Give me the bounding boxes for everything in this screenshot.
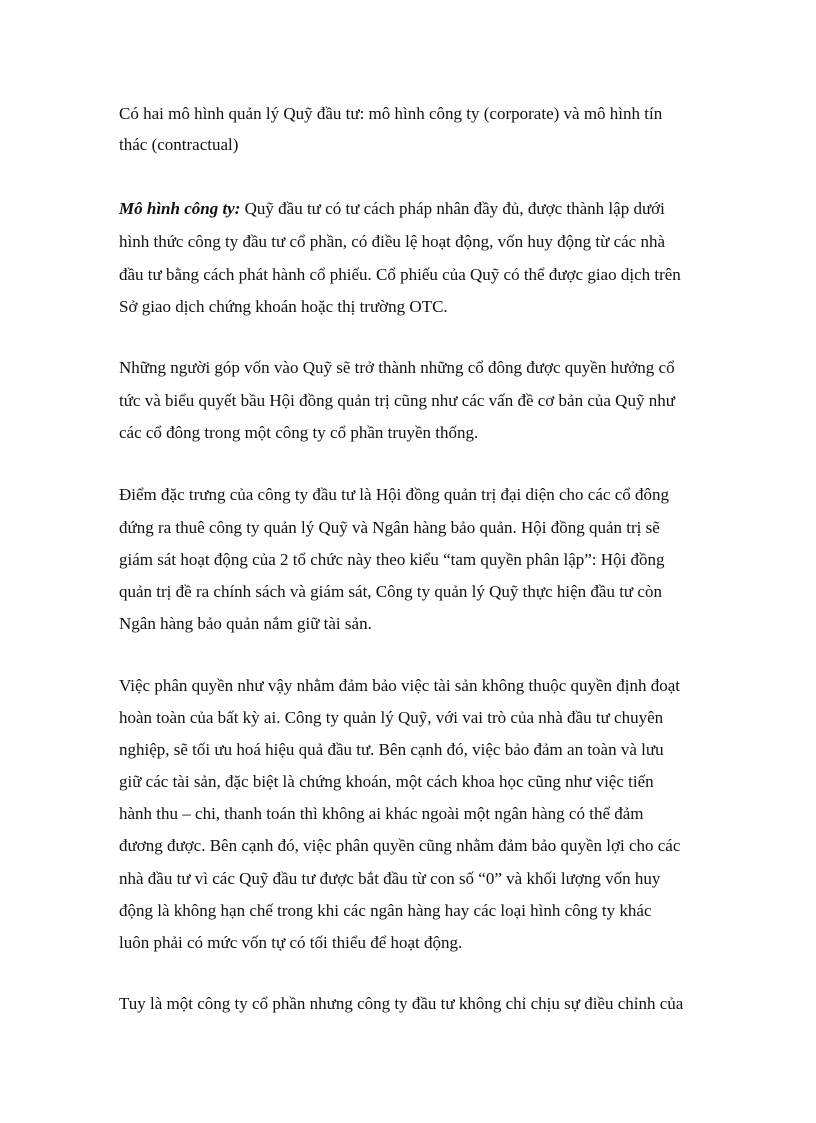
paragraph-line: hình thức công ty đầu tư cổ phần, có điều lệ hoạt động, vốn huy động từ các nhà [119,232,666,251]
paragraph-line: giám sát hoạt động của 2 tổ chức này theo kiểu “tam quyền phân lập”: Hội đồng [119,550,665,569]
paragraph-line: hoàn toàn của bất kỳ ai. Công ty quản lý Quỹ, với vai trò của nhà đầu tư chuyên [119,708,664,727]
paragraph-line: đứng ra thuê công ty quản lý Quỹ và Ngân hàng bảo quản. Hội đồng quản trị sẽ [119,518,660,537]
paragraph-line: Ngân hàng bảo quản nắm giữ tài sản. [119,614,372,633]
paragraph-line: nghiệp, sẽ tối ưu hoá hiệu quả đầu tư. Bên cạnh đó, việc bảo đảm an toàn và lưu [119,740,664,759]
paragraph-line: Có hai mô hình quản lý Quỹ đầu tư: mô hình công ty (corporate) và mô hình tín [119,104,663,123]
section-heading: Mô hình công ty: [119,199,241,218]
paragraph-line: Việc phân quyền như vậy nhằm đảm bảo việc tài sản không thuộc quyền định đoạt [119,676,681,695]
paragraph-line: Sở giao dịch chứng khoán hoặc thị trường OTC. [119,297,448,316]
paragraph-line: hành thu – chi, thanh toán thì không ai khác ngoài một ngân hàng có thể đảm [119,804,644,823]
paragraph-line: tức và biểu quyết bầu Hội đồng quản trị cũng như các vấn đề cơ bản của Quỹ như [119,391,675,410]
paragraph-line: luôn phải có mức vốn tự có tối thiểu để hoạt động. [119,933,463,952]
paragraph-text: Quỹ đầu tư có tư cách pháp nhân đầy đủ, được thành lập dưới [240,199,665,218]
paragraph-line: động là không hạn chế trong khi các ngân hàng hay các loại hình công ty khác [119,901,652,920]
paragraph-line: giữ các tài sản, đặc biệt là chứng khoán, một cách khoa học cũng như việc tiến [119,772,654,791]
paragraph-line: đầu tư bằng cách phát hành cổ phiếu. Cổ phiếu của Quỹ có thể được giao dịch trên [119,265,681,284]
paragraph-line: đương được. Bên cạnh đó, việc phân quyền cũng nhằm đảm bảo quyền lợi cho các [119,836,681,855]
paragraph-line: Điểm đặc trưng của công ty đầu tư là Hội đồng quản trị đại diện cho các cổ đông [119,485,669,504]
paragraph-line: các cổ đông trong một công ty cổ phần truyền thống. [119,423,479,442]
paragraph-line: quản trị đề ra chính sách và giám sát, Công ty quản lý Quỹ thực hiện đầu tư còn [119,582,662,601]
paragraph-line: Những người góp vốn vào Quỹ sẽ trở thành những cổ đông được quyền hưởng cổ [119,358,675,377]
paragraph-line: thác (contractual) [119,135,239,154]
paragraph-line [119,199,665,219]
paragraph-line: nhà đầu tư vì các Quỹ đầu tư được bắt đầu từ con số “0” và khối lượng vốn huy [119,869,661,888]
paragraph-line: Tuy là một công ty cổ phần nhưng công ty đầu tư không chỉ chịu sự điều chỉnh của [119,994,684,1013]
